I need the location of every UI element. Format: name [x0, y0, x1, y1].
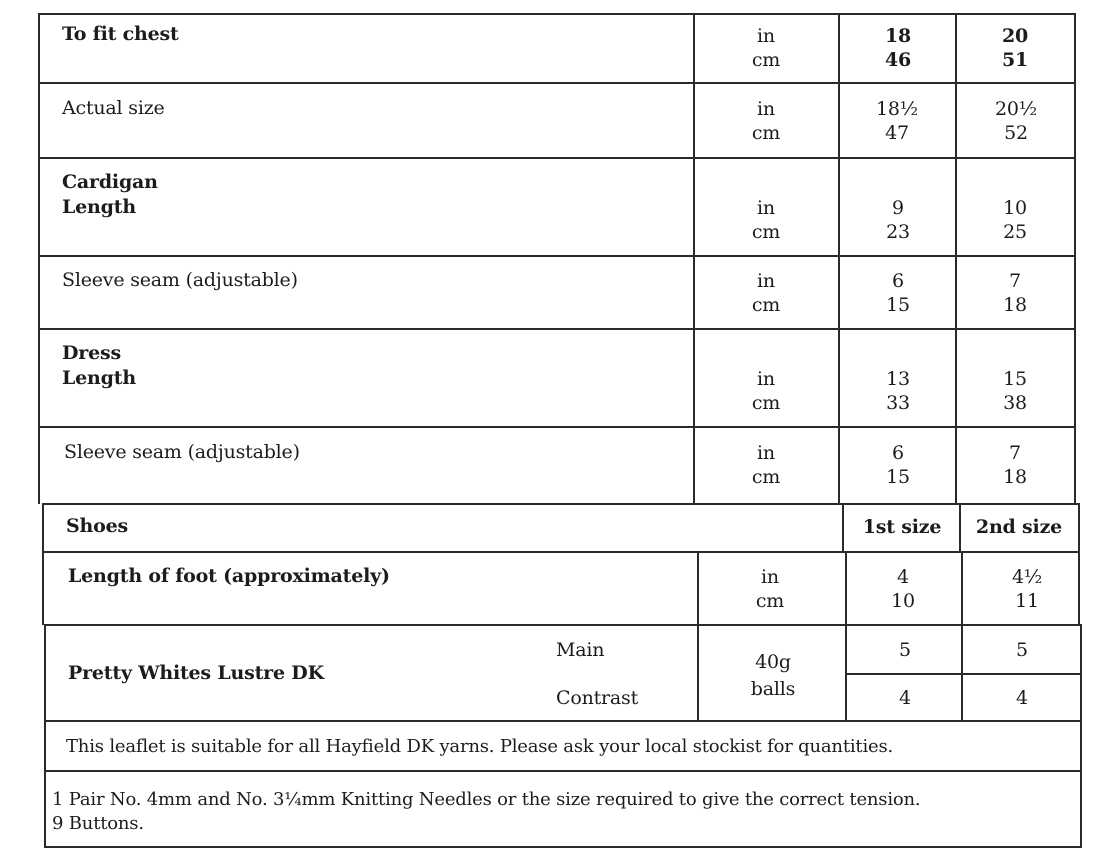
unit-in: in [757, 98, 775, 120]
row-divider [42, 551, 1079, 553]
size1-in: 13 [886, 368, 910, 390]
yarn-main-size2: 5 [1016, 639, 1028, 661]
col-divider-size1 [838, 13, 840, 504]
size2-cm: 18 [1003, 294, 1027, 316]
row-divider [38, 255, 1075, 257]
buttons-line: 9 Buttons. [52, 813, 144, 834]
row-divider [38, 157, 1075, 159]
unit-in: in [757, 368, 775, 390]
unit-cm: cm [755, 590, 785, 612]
col-divider-unit [693, 13, 695, 504]
unit-in: in [761, 566, 779, 588]
size1-cm: 33 [886, 392, 910, 414]
row-divider [44, 624, 1081, 626]
row-divider [38, 426, 1075, 428]
size1-in: 6 [892, 442, 904, 464]
unit-cm: cm [751, 122, 781, 144]
size1-cm: 15 [886, 466, 910, 488]
size1-cm: 23 [886, 221, 910, 243]
table-border-left [38, 13, 40, 504]
table-border-bottom [44, 846, 1081, 848]
row-divider [44, 720, 1081, 722]
yarn-unit-balls: balls [750, 678, 796, 700]
col-divider-size1 [845, 551, 847, 721]
size2-cm: 25 [1003, 221, 1027, 243]
table-border-left [42, 503, 44, 625]
col-divider-size2 [959, 503, 961, 552]
col-divider-size1 [842, 503, 844, 552]
unit-in: in [757, 270, 775, 292]
size2-in: 20 [1001, 25, 1029, 47]
size1-cm: 47 [885, 122, 909, 144]
section-heading-shoes: Shoes [66, 515, 128, 537]
row-label-dress-length: Length [62, 367, 136, 389]
unit-cm: cm [751, 49, 781, 71]
size1-in: 18 [884, 25, 912, 47]
col-divider-size2 [955, 13, 957, 504]
row-divider [42, 503, 1079, 505]
shoe-size1-header: 1st size [862, 516, 942, 538]
row-label-cardigan-sleeve: Sleeve seam (adjustable) [62, 269, 298, 291]
col-divider-size2 [961, 551, 963, 721]
unit-in: in [757, 25, 775, 47]
row-label-dress-sleeve: Sleeve seam (adjustable) [64, 441, 300, 463]
needles-line: 1 Pair No. 4mm and No. 3¼mm Knitting Needles or the size required to give the correct tension. [52, 789, 921, 810]
yarn-main-size1: 5 [899, 639, 911, 661]
size2-cm: 51 [1001, 49, 1029, 71]
size1-in: 18½ [876, 98, 918, 120]
table-border-right [1080, 624, 1082, 848]
section-heading-dress: Dress [62, 342, 121, 364]
table-border-top [38, 13, 1075, 15]
size1-cm: 46 [884, 49, 912, 71]
row-label-yarn: Pretty Whites Lustre DK [68, 662, 324, 684]
size1-in: 4 [897, 566, 909, 588]
size1-in: 9 [892, 197, 904, 219]
yarn-contrast-size2: 4 [1016, 687, 1028, 709]
size2-cm: 11 [1015, 590, 1039, 612]
shoe-size2-header: 2nd size [975, 516, 1063, 538]
size1-in: 6 [892, 270, 904, 292]
yarn-contrast-size1: 4 [899, 687, 911, 709]
size1-cm: 10 [891, 590, 915, 612]
row-label-chest: To fit chest [62, 23, 179, 45]
unit-in: in [757, 442, 775, 464]
size2-in: 20½ [995, 98, 1037, 120]
row-label-foot-length: Length of foot (approximately) [68, 565, 390, 587]
size2-in: 10 [1003, 197, 1027, 219]
table-border-right [1078, 503, 1080, 625]
unit-cm: cm [751, 466, 781, 488]
yarn-contrast-label: Contrast [556, 687, 639, 709]
unit-cm: cm [751, 294, 781, 316]
unit-in: in [757, 197, 775, 219]
unit-cm: cm [751, 221, 781, 243]
size2-cm: 52 [1004, 122, 1028, 144]
size2-cm: 38 [1003, 392, 1027, 414]
yarn-main-label: Main [556, 639, 605, 661]
size2-in: 4½ [1011, 566, 1043, 588]
row-divider [38, 328, 1075, 330]
size2-in: 7 [1009, 442, 1021, 464]
table-border-left [44, 624, 46, 848]
row-divider [44, 770, 1081, 772]
yarn-note: This leaflet is suitable for all Hayfield DK yarns. Please ask your local stockist for quantities. [66, 736, 894, 757]
row-label-cardigan-length: Length [62, 196, 136, 218]
table-border-right [1074, 13, 1076, 504]
size2-cm: 18 [1003, 466, 1027, 488]
col-divider-unit [697, 551, 699, 721]
size2-in: 7 [1009, 270, 1021, 292]
section-heading-cardigan: Cardigan [62, 171, 158, 193]
yarn-unit-weight: 40g [755, 651, 791, 673]
size1-cm: 15 [886, 294, 910, 316]
unit-cm: cm [751, 392, 781, 414]
row-divider [38, 82, 1075, 84]
size2-in: 15 [1003, 368, 1027, 390]
row-label-actual-size: Actual size [62, 97, 165, 119]
row-divider-yarn-sub [847, 673, 1081, 675]
